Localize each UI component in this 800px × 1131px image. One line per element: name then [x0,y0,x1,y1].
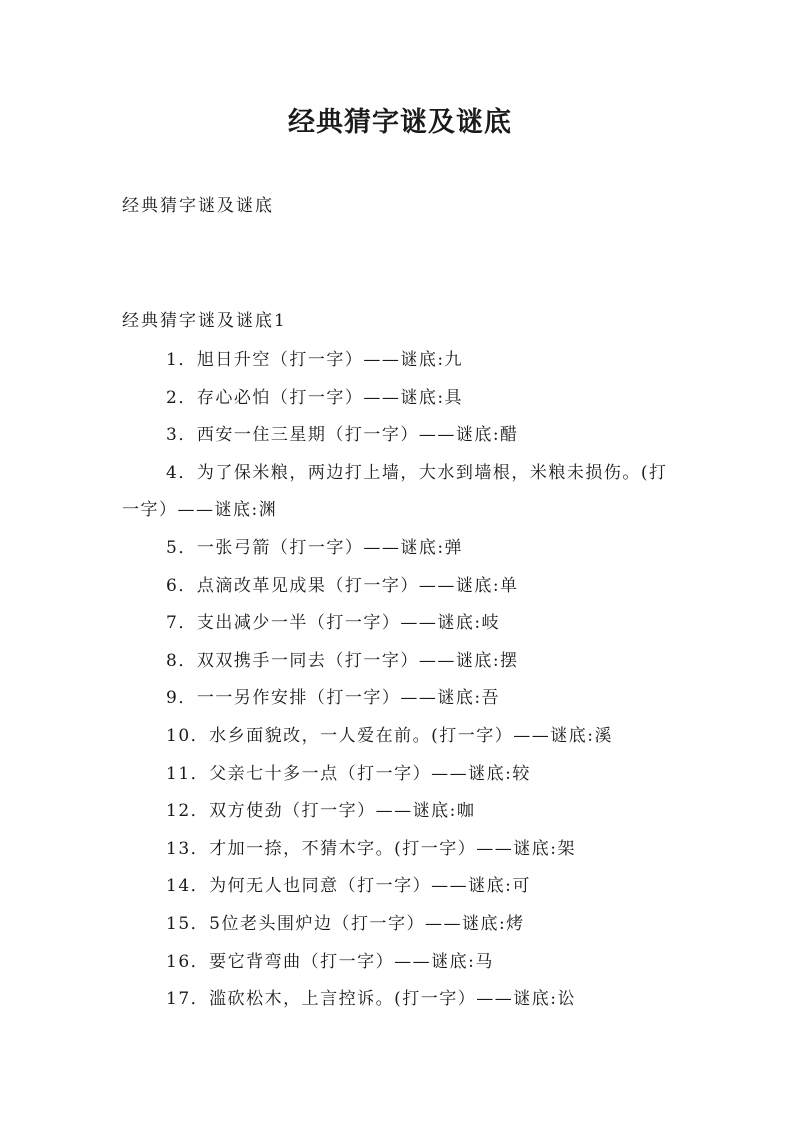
riddle-item: 14．为何无人也同意（打一字）——谜底:可 [166,876,531,897]
riddle-item: 1．旭日升空（打一字）——谜底:九 [166,350,464,370]
riddle-item: 11．父亲七十多一点（打一字）——谜底:较 [166,763,531,784]
riddle-item: 9．一一另作安排（打一字）——谜底:吾 [166,688,501,709]
riddle-item: 15．5位老头围炉边（打一字）——谜底:烤 [166,913,525,934]
riddle-item: 5．一张弓箭（打一字）——谜底:弹 [166,537,464,558]
riddle-item: 16．要它背弯曲（打一字）——谜底:马 [166,951,494,972]
riddle-item: 12．双方使劲（打一字）——谜底:咖 [166,801,476,822]
riddle-item: 7．支出减少一半（打一字）——谜底:岐 [166,613,501,634]
riddle-item: 6．点滴改革见成果（打一字）——谜底:单 [166,575,519,596]
riddle-item: 2．存心必怕（打一字）——谜底:具 [166,387,464,408]
riddle-item: 8．双双携手一同去（打一字）——谜底:摆 [166,650,519,671]
riddle-item: 4．为了保米粮，两边打上墙，大水到墙根，米粮未损伤。(打一字）——谜底:渊 [122,462,668,521]
riddle-item: 10．水乡面貌改，一人爱在前。(打一字）——谜底:溪 [166,725,613,746]
riddle-item: 13．才加一捺，不猜木字。(打一字）——谜底:架 [166,838,576,859]
section-heading: 经典猜字谜及谜底1 [122,311,287,331]
riddle-list [122,342,682,1019]
document-title: 经典猜字谜及谜底 [288,107,512,138]
document-subtitle: 经典猜字谜及谜底 [122,196,274,216]
riddle-item: 3．西安一住三星期（打一字）——谜底:醋 [166,425,519,446]
riddle-item: 17．滥砍松木，上言控诉。(打一字）——谜底:讼 [166,989,576,1010]
